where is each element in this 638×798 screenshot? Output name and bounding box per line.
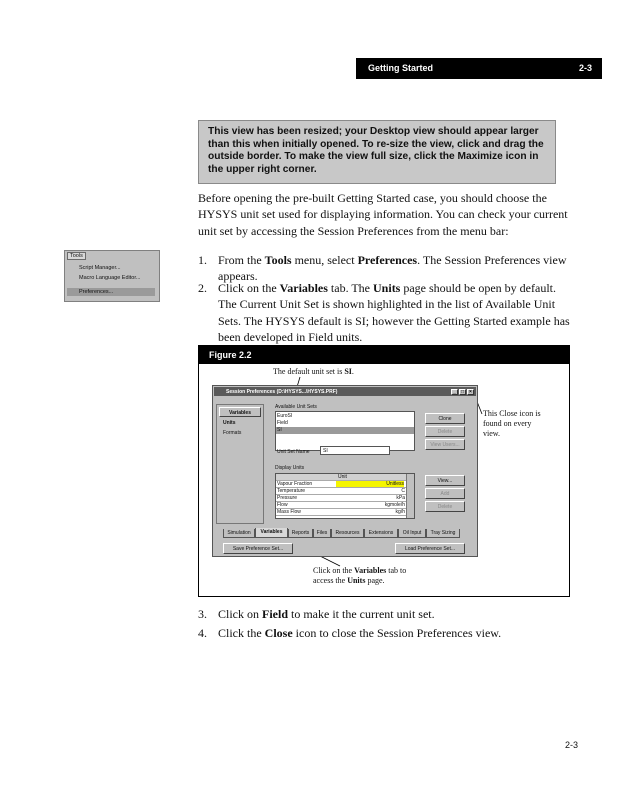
unit-set-name-input[interactable] — [320, 446, 390, 455]
grid-scrollbar[interactable] — [406, 474, 414, 518]
minimize-icon[interactable]: _ — [451, 389, 458, 395]
intro-paragraph: Before opening the pre-built Getting Started case, you should choose the HYSYS unit set used for displaying information. You can check your current unit set by accessing the Session Preferences from the menu bar: — [198, 191, 568, 238]
table-row[interactable] — [276, 495, 414, 502]
unit-set-eurosi[interactable]: EuroSI — [277, 413, 293, 419]
view-button[interactable]: View... — [425, 475, 465, 486]
annotation-text: page. — [365, 576, 385, 585]
display-units-label: Display Units — [275, 465, 305, 471]
step-text: From the — [218, 253, 265, 267]
resize-note: This view has been resized; your Desktop view should appear larger than this when initially opened. To re-size the view, click and drag the outside border. To make the view full size, click the Maximize icon in the upper right corner. — [198, 120, 556, 184]
menu-item-macro-editor[interactable]: Macro Language Editor... — [79, 275, 141, 281]
annotation-text: Click on the — [313, 566, 355, 575]
tab-files[interactable]: Files — [313, 529, 331, 538]
grid-header — [276, 474, 414, 481]
annotation-text: . — [351, 367, 354, 376]
save-preference-set-button[interactable]: Save Preference Set... — [223, 543, 293, 554]
step-number: 3. — [198, 607, 207, 621]
annotation-close-icon: This Close icon is found on every view. — [483, 409, 541, 438]
keyword-field: Field — [262, 607, 288, 621]
row-unit[interactable]: C — [401, 488, 405, 494]
row-name: Vapour Fraction — [277, 481, 313, 487]
row-name: Flow — [277, 502, 288, 508]
window-title: Session Preferences (D:\HYSYS...\HYSYS.PRF) — [226, 389, 338, 395]
delete-unit-button[interactable]: Delete — [425, 501, 465, 512]
step-number: 1. — [198, 253, 207, 267]
unit-set-field[interactable]: Field — [277, 420, 288, 426]
step-text: Click on — [218, 607, 262, 621]
header-page-number: 2-3 — [578, 63, 592, 73]
keyword-units: Units — [373, 281, 401, 295]
table-row[interactable] — [276, 502, 414, 509]
display-units-grid[interactable] — [275, 473, 415, 519]
row-name: Pressure — [277, 495, 298, 501]
keyword-close: Close — [264, 626, 293, 640]
tab-reports[interactable]: Reports — [288, 529, 313, 538]
list-item-selected[interactable] — [276, 427, 414, 434]
tab-tray-sizing[interactable]: Tray Sizing — [426, 529, 460, 538]
annotation-keyword: Variables — [354, 566, 387, 575]
side-panel — [216, 404, 264, 524]
step-text: . The Session Preferences view appears. — [218, 253, 567, 284]
unit-column-header: Unit — [338, 474, 347, 480]
step-number: 4. — [198, 626, 207, 640]
table-row[interactable] — [276, 488, 414, 495]
menu-item-preferences[interactable]: Preferences... — [79, 289, 114, 295]
maximize-icon[interactable]: □ — [460, 389, 465, 395]
side-header-variables[interactable]: Variables — [219, 407, 261, 417]
tab-oil-input[interactable]: Oil Input — [398, 529, 426, 538]
tab-extensions[interactable]: Extensions — [364, 529, 398, 538]
figure-label: Figure 2.2 — [209, 350, 252, 360]
tab-resources[interactable]: Resources — [331, 529, 364, 538]
session-preferences-window — [212, 385, 478, 557]
row-unit-highlighted[interactable]: Unitless — [336, 481, 404, 487]
step-text: Click the — [218, 626, 265, 640]
available-unit-sets-label: Available Unit Sets — [275, 404, 317, 410]
row-unit[interactable]: kg/h — [395, 509, 405, 515]
table-row[interactable] — [276, 509, 414, 516]
side-item-formats[interactable]: Formats — [223, 430, 242, 436]
tab-variables[interactable]: Variables — [255, 528, 288, 538]
footer-page-number: 2-3 — [565, 740, 579, 750]
close-icon[interactable]: × — [467, 389, 474, 395]
side-item-units[interactable]: Units — [223, 420, 236, 426]
table-row[interactable] — [276, 481, 414, 488]
row-unit[interactable]: kPa — [396, 495, 405, 501]
annotation-keyword: SI — [344, 367, 352, 376]
menu-item-script-manager[interactable]: Script Manager... — [79, 265, 121, 271]
unit-set-name-label: Unit Set Name — [277, 449, 310, 455]
step-text: tab. The — [327, 281, 374, 295]
step-text: to make it the current unit set. — [288, 607, 435, 621]
tab-simulation[interactable]: Simulation — [223, 529, 255, 538]
window-titlebar — [214, 387, 476, 396]
step-4 — [198, 625, 570, 641]
step-3 — [198, 606, 570, 622]
delete-button[interactable]: Delete — [425, 426, 465, 437]
header-title: Getting Started — [368, 63, 434, 73]
clone-button[interactable]: Clone — [425, 413, 465, 424]
annotation-text: tab to access the — [313, 566, 407, 585]
keyword-variables: Variables — [279, 281, 328, 295]
unit-set-name-value: SI — [323, 448, 328, 454]
add-button[interactable]: Add — [425, 488, 465, 499]
annotation-keyword: Units — [347, 576, 366, 585]
step-text: icon to close the Session Preferences view. — [292, 626, 502, 640]
unit-set-si[interactable]: SI — [277, 427, 282, 433]
keyword-tools: Tools — [264, 253, 292, 267]
row-name: Mass Flow — [277, 509, 301, 515]
load-preference-set-button[interactable]: Load Preference Set... — [395, 543, 465, 554]
step-text: page should be open by default. The Current Unit Set is shown highlighted in the list of Available Unit Sets. The HYSYS default is SI; however the Getting Started example has been developed in Field units. — [218, 281, 570, 344]
step-text: menu, select — [291, 253, 358, 267]
annotation-text: The default unit set is — [273, 367, 345, 376]
row-name: Temperature — [277, 488, 306, 494]
step-number: 2. — [198, 281, 207, 295]
row-unit[interactable]: kgmole/h — [384, 502, 405, 508]
unit-sets-list[interactable] — [275, 411, 415, 451]
keyword-preferences: Preferences — [357, 253, 418, 267]
step-text: Click on the — [218, 281, 280, 295]
view-users-button[interactable]: View Users... — [425, 439, 465, 450]
tools-menu-title[interactable]: Tools — [67, 252, 86, 260]
